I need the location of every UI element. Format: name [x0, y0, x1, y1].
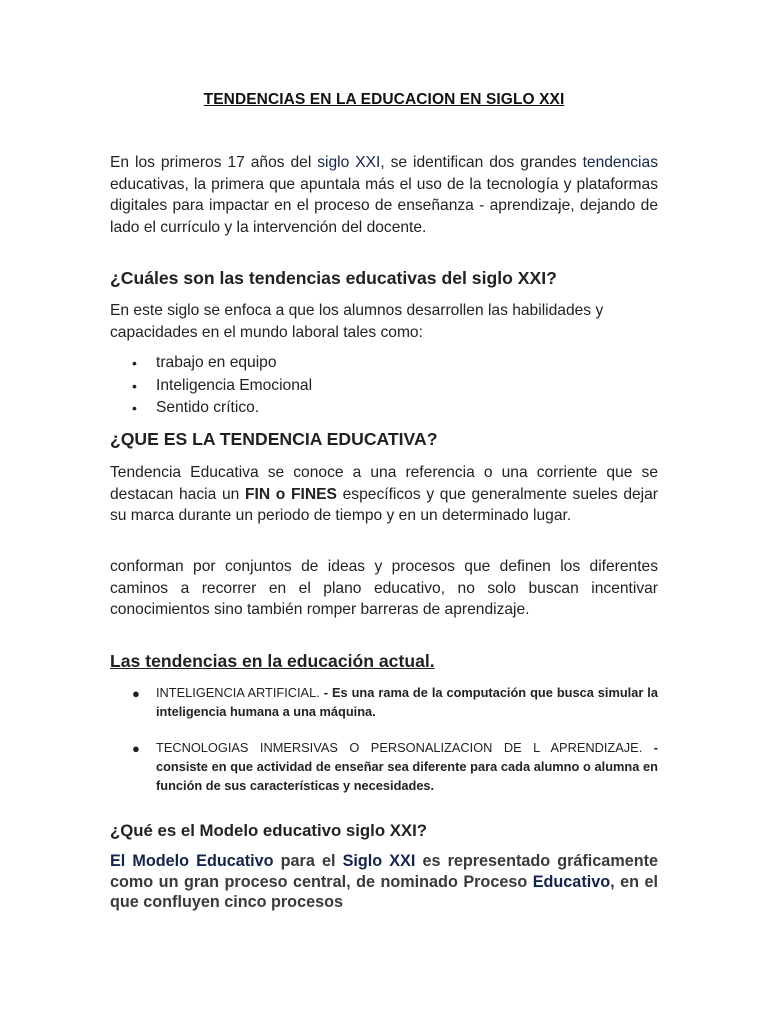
- bullet-icon: ●: [132, 686, 140, 701]
- document-title: TENDENCIAS EN LA EDUCACION EN SIGLO XXI: [203, 91, 565, 108]
- section4-text: , en el que confluyen cinco procesos: [110, 872, 658, 911]
- section2-heading: ¿QUE ES LA TENDENCIA EDUCATIVA?: [110, 429, 438, 449]
- list-item-inteligencia-artificial: [132, 683, 658, 721]
- intro-paragraph: [110, 152, 658, 239]
- item-description: - consiste en que actividad de enseñar sea diferente para cada alumno o alumna en función de sus características y necesidades.: [156, 740, 658, 793]
- intro-tendencias-link: tendencias: [582, 154, 658, 171]
- list-item: • Sentido crítico.: [132, 397, 312, 420]
- intro-siglo-link: siglo XXI: [317, 154, 381, 171]
- list-item: • trabajo en equipo: [132, 352, 312, 375]
- section2-text: Tendencia Educativa se conoce a una referencia o una corriente que se destacan hacia un: [110, 464, 658, 503]
- section1-list: [132, 352, 312, 420]
- section2-paragraph-2: conforman por conjuntos de ideas y procesos que definen los diferentes caminos a recorrer en el plano educativo, no solo buscan incentivar conocimientos sino también romper barreras de aprendizaje.: [110, 558, 658, 619]
- intro-text: En los primeros 17 años del: [110, 154, 318, 171]
- section4-text: El: [110, 852, 133, 870]
- item-title: INTELIGENCIA ARTIFICIAL.: [156, 685, 320, 700]
- siglo-xxi-bold: Siglo XXI: [342, 852, 416, 870]
- educativo-bold: Educativo: [532, 872, 611, 891]
- bullet-icon: ●: [132, 741, 140, 756]
- section4-paragraph: [110, 851, 658, 913]
- item-title: TECNOLOGIAS INMERSIVAS O PERSONALIZACION DE L APRENDIZAJE.: [156, 740, 643, 755]
- section2-paragraph-1: [110, 462, 658, 527]
- section4-heading: ¿Qué es el Modelo educativo siglo XXI?: [110, 821, 428, 840]
- section4-text: para el: [273, 852, 343, 870]
- fin-o-fines-bold: FIN o FINES: [244, 485, 337, 503]
- item-description: - Es una rama de la computación que busca simular la inteligencia humana a una máquina.: [156, 685, 658, 719]
- intro-text: , se identifican dos grandes: [380, 154, 583, 171]
- section1-paragraph: En este siglo se enfoca a que los alumnos desarrollen las habilidades y capacidades en el mundo laboral tales como:: [110, 302, 604, 341]
- list-item-tecnologias-inmersivas: [132, 738, 658, 795]
- section4-text: es representado gráficamente como un gran proceso central, de nominado Proceso: [110, 852, 658, 891]
- section1-heading: ¿Cuáles son las tendencias educativas del siglo XXI?: [110, 268, 557, 288]
- section2-text: específicos y que generalmente sueles dejar su marca durante un periodo de tiempo y en un determinado lugar.: [110, 485, 658, 525]
- section3-heading: Las tendencias en la educación actual.: [110, 651, 435, 671]
- list-item: • Inteligencia Emocional: [132, 375, 312, 398]
- modelo-educativo-bold: Modelo Educativo: [132, 852, 274, 870]
- intro-text: educativas, la primera que apuntala más el uso de la tecnología y plataformas digitales para impactar en el proceso de enseñanza - aprendizaje, dejando de lado el currículo y la intervención del docente.: [110, 175, 658, 237]
